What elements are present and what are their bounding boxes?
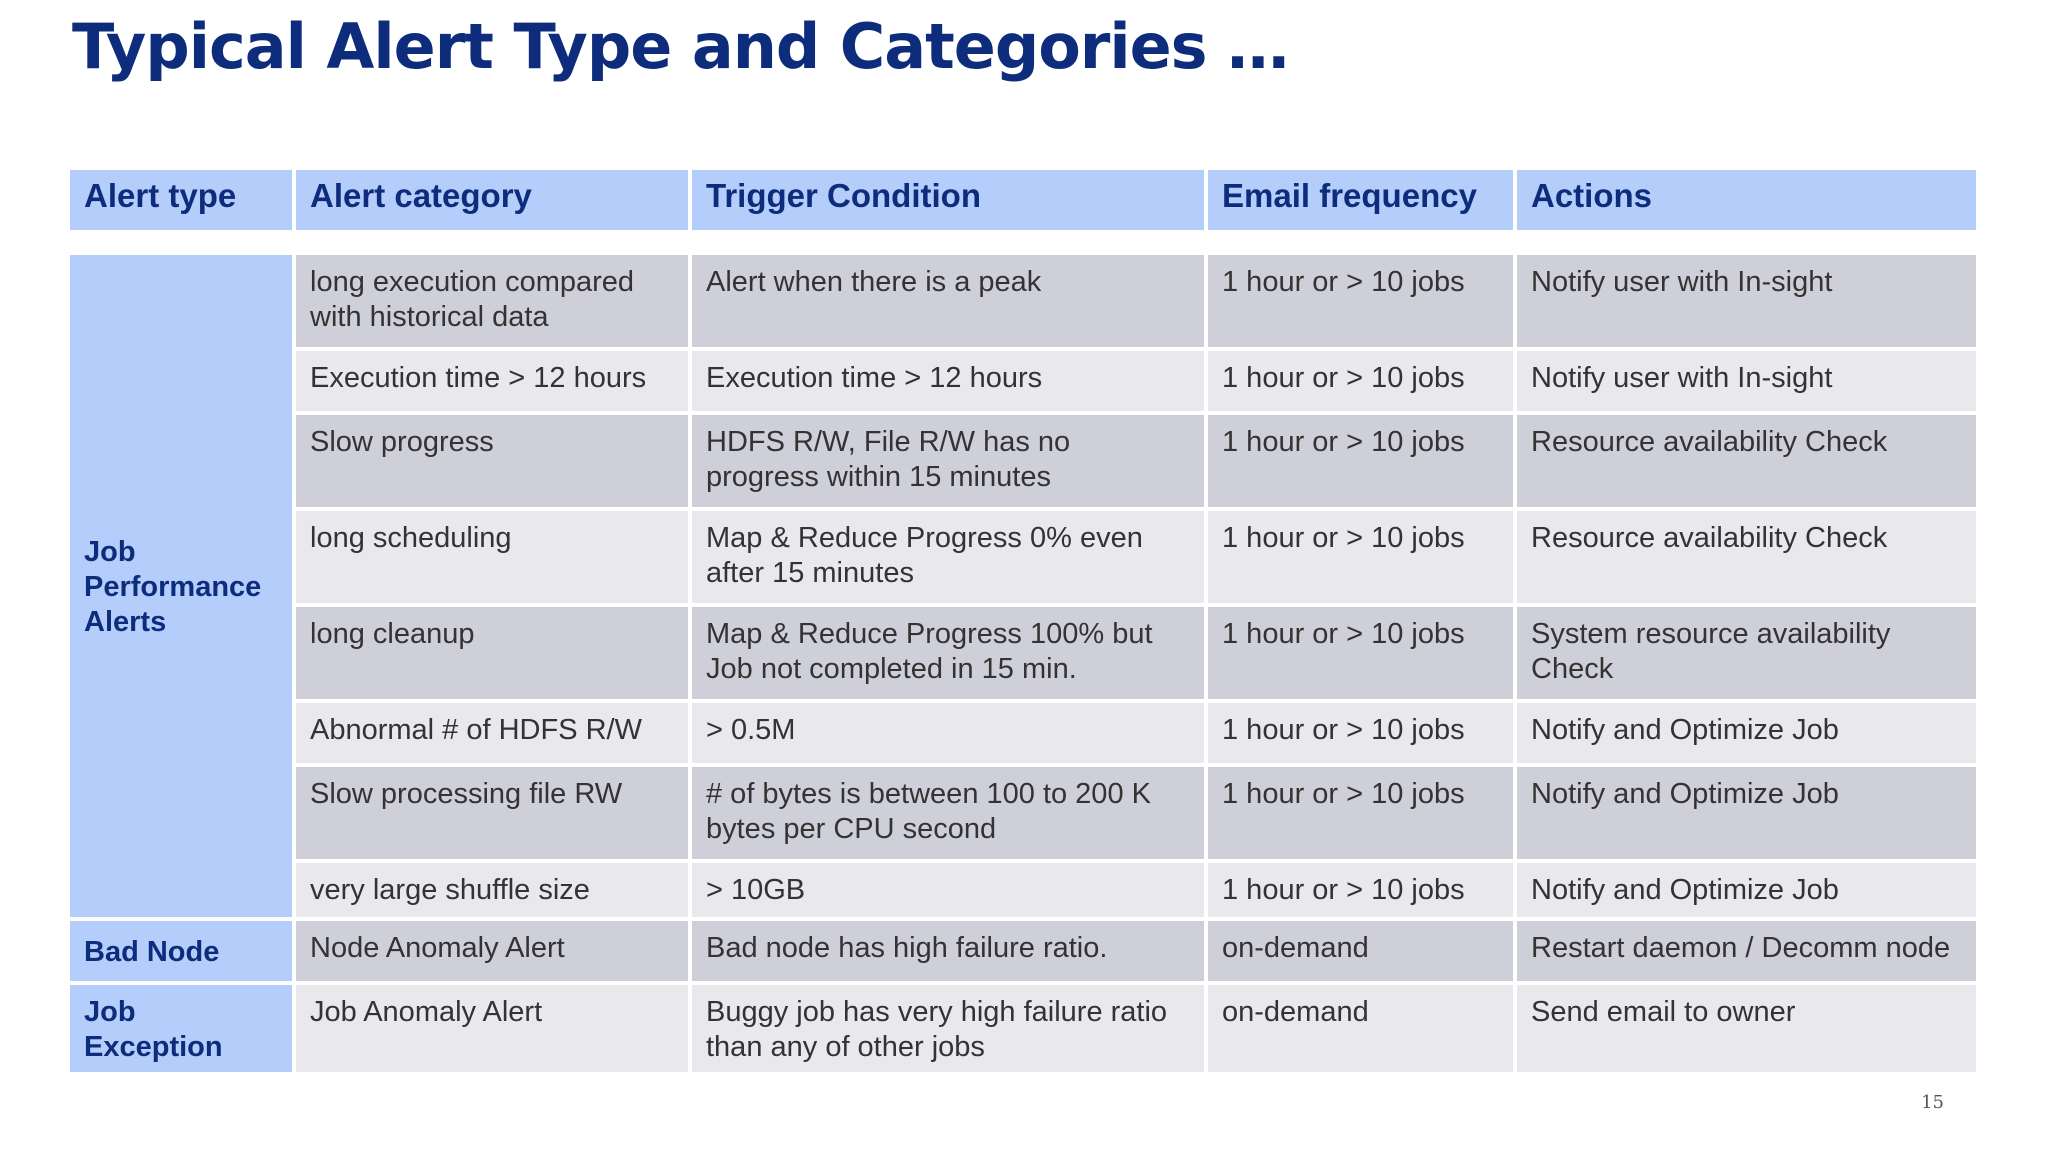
table-row xyxy=(70,921,1976,981)
frequency-cell: on-demand xyxy=(1208,985,1513,1072)
category-cell: long execution compared with historical data xyxy=(296,255,688,347)
page-title: Typical Alert Type and Categories … xyxy=(72,10,1289,83)
action-cell: Send email to owner xyxy=(1517,985,1976,1072)
trigger-cell: Buggy job has very high failure ratio than any of other jobs xyxy=(692,985,1204,1072)
frequency-cell: 1 hour or > 10 jobs xyxy=(1208,415,1513,507)
category-cell: long scheduling xyxy=(296,511,688,603)
alert-type-cell: Bad Node xyxy=(70,921,292,981)
frequency-cell: on-demand xyxy=(1208,921,1513,981)
frequency-cell: 1 hour or > 10 jobs xyxy=(1208,767,1513,859)
trigger-cell: Bad node has high failure ratio. xyxy=(692,921,1204,981)
header-trigger-condition: Trigger Condition xyxy=(692,170,1204,230)
trigger-cell: Execution time > 12 hours xyxy=(692,351,1204,411)
category-cell: Node Anomaly Alert xyxy=(296,921,688,981)
alert-type-cell: Job Exception xyxy=(70,985,292,1072)
category-cell: Job Anomaly Alert xyxy=(296,985,688,1072)
page-number: 15 xyxy=(1921,1092,1944,1113)
category-cell: Slow progress xyxy=(296,415,688,507)
category-cell: Execution time > 12 hours xyxy=(296,351,688,411)
table-row xyxy=(70,351,1976,411)
action-cell: Notify and Optimize Job xyxy=(1517,767,1976,859)
table-row xyxy=(70,511,1976,603)
header-alert-category: Alert category xyxy=(296,170,688,230)
frequency-cell: 1 hour or > 10 jobs xyxy=(1208,703,1513,763)
frequency-cell: 1 hour or > 10 jobs xyxy=(1208,607,1513,699)
trigger-cell: Map & Reduce Progress 0% even after 15 minutes xyxy=(692,511,1204,603)
header-actions: Actions xyxy=(1517,170,1976,230)
alert-type-cell: Job Performance Alerts xyxy=(70,255,292,917)
header-alert-type: Alert type xyxy=(70,170,292,230)
category-cell: Abnormal # of HDFS R/W xyxy=(296,703,688,763)
action-cell: System resource availability Check xyxy=(1517,607,1976,699)
table-row xyxy=(70,767,1976,859)
header-row xyxy=(70,170,1976,230)
action-cell: Notify and Optimize Job xyxy=(1517,863,1976,917)
action-cell: Notify and Optimize Job xyxy=(1517,703,1976,763)
category-cell: very large shuffle size xyxy=(296,863,688,917)
action-cell: Restart daemon / Decomm node xyxy=(1517,921,1976,981)
trigger-cell: Map & Reduce Progress 100% but Job not completed in 15 min. xyxy=(692,607,1204,699)
trigger-cell: # of bytes is between 100 to 200 K bytes per CPU second xyxy=(692,767,1204,859)
table-row xyxy=(70,703,1976,763)
trigger-cell: > 0.5M xyxy=(692,703,1204,763)
table-row xyxy=(70,863,1976,917)
action-cell: Resource availability Check xyxy=(1517,511,1976,603)
table-row xyxy=(70,415,1976,507)
action-cell: Notify user with In-sight xyxy=(1517,255,1976,347)
table-row xyxy=(70,985,1976,1072)
action-cell: Notify user with In-sight xyxy=(1517,351,1976,411)
action-cell: Resource availability Check xyxy=(1517,415,1976,507)
frequency-cell: 1 hour or > 10 jobs xyxy=(1208,351,1513,411)
table-row xyxy=(70,255,1976,347)
frequency-cell: 1 hour or > 10 jobs xyxy=(1208,863,1513,917)
trigger-cell: > 10GB xyxy=(692,863,1204,917)
trigger-cell: Alert when there is a peak xyxy=(692,255,1204,347)
header-email-frequency: Email frequency xyxy=(1208,170,1513,230)
frequency-cell: 1 hour or > 10 jobs xyxy=(1208,511,1513,603)
table-row xyxy=(70,607,1976,699)
alert-table xyxy=(66,166,1980,1076)
frequency-cell: 1 hour or > 10 jobs xyxy=(1208,255,1513,347)
category-cell: long cleanup xyxy=(296,607,688,699)
trigger-cell: HDFS R/W, File R/W has no progress within 15 minutes xyxy=(692,415,1204,507)
category-cell: Slow processing file RW xyxy=(296,767,688,859)
